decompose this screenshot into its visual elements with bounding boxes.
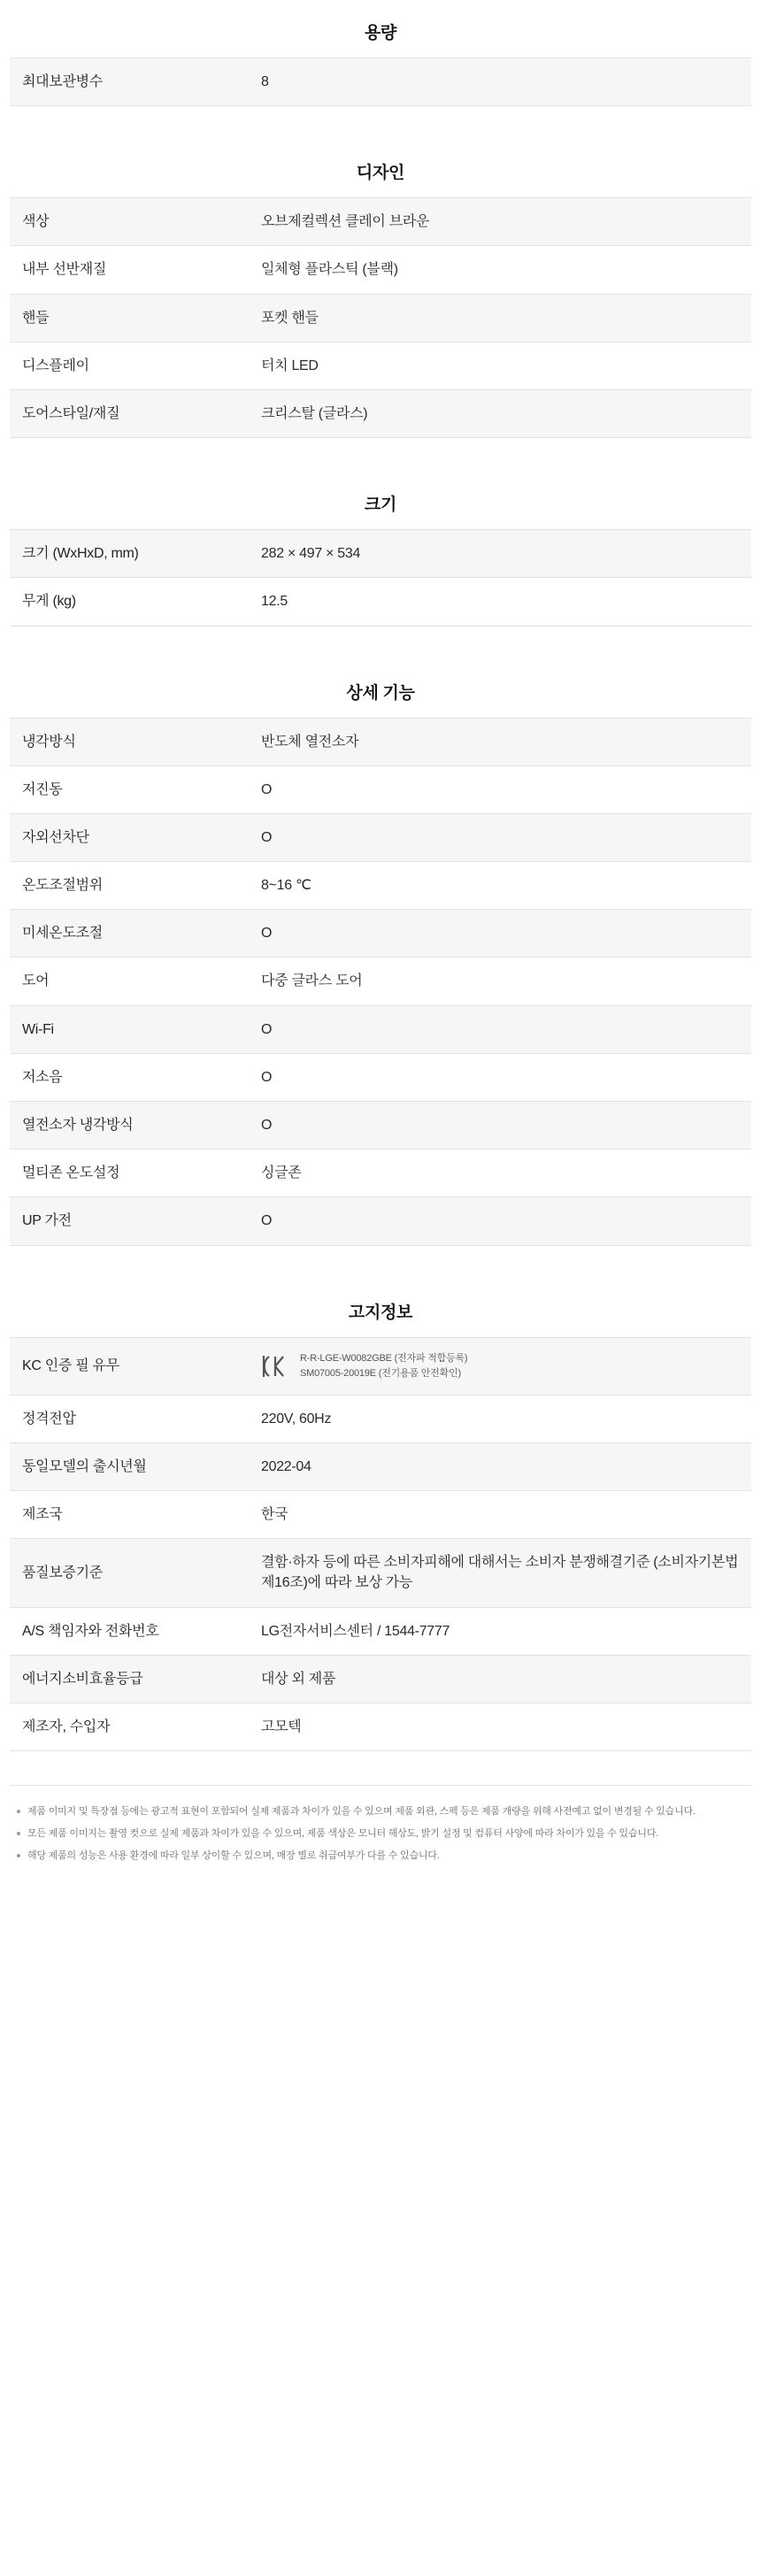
table-row	[10, 198, 751, 246]
spec-value	[249, 1197, 751, 1245]
spec-key	[10, 246, 249, 294]
spec-key	[10, 1337, 249, 1395]
spec-key-text: Wi-Fi	[22, 1021, 54, 1037]
spec-value	[249, 1150, 751, 1197]
footnotes-list	[15, 1803, 746, 1864]
spec-key	[10, 58, 249, 106]
section-title: 상세 기능	[346, 683, 415, 703]
spec-key-text: 열전소자 냉각방식	[22, 1118, 134, 1133]
table-row	[10, 1539, 751, 1607]
spec-value	[249, 813, 751, 861]
spec-key	[10, 813, 249, 861]
spec-value	[249, 957, 751, 1005]
spec-value	[249, 1053, 751, 1101]
spec-key	[10, 1395, 249, 1442]
spec-key-text: 정격전압	[22, 1411, 76, 1426]
spec-key-text: 미세온도조절	[22, 926, 103, 942]
footnote-item: 해당 제품의 성능은 사용 환경에 따라 일부 상이할 수 있으며, 매장 별로 취급여부가 다를 수 있습니다.	[15, 1848, 746, 1864]
spec-key-text: KC 인증 필 유무	[22, 1358, 119, 1374]
spec-value-text: 282 × 497 × 534	[261, 546, 361, 562]
spec-table	[10, 197, 751, 438]
footnote-item: 제품 이미지 및 특장점 등에는 광고적 표현이 포함되어 실제 제품과 차이가 있을 수 있으며 제품 외관, 스펙 등은 제품 개량을 위해 사전예고 없이 변경될 수 있습니다.	[15, 1803, 746, 1819]
spec-value	[249, 530, 751, 578]
kc-certification-mark-icon	[261, 1353, 291, 1380]
spec-value	[249, 294, 751, 342]
spec-key-text: 멀티존 온도설정	[22, 1165, 120, 1181]
spec-key	[10, 1197, 249, 1245]
spec-key	[10, 389, 249, 437]
spec-value-text: O	[261, 926, 273, 942]
spec-value-text: 고모텍	[261, 1719, 302, 1734]
spec-value	[249, 578, 751, 626]
spec-key-text: 저진동	[22, 781, 63, 797]
spec-key	[10, 198, 249, 246]
section-title: 고지정보	[348, 1303, 413, 1322]
spec-table	[10, 718, 751, 1246]
spec-value	[249, 1102, 751, 1150]
spec-key-text: 최대보관병수	[22, 74, 103, 89]
spec-key	[10, 1607, 249, 1655]
spec-value	[249, 1607, 751, 1655]
spec-value-text: 싱글존	[261, 1165, 302, 1181]
spec-key-text: 제조자, 수입자	[22, 1719, 111, 1734]
spec-key-text: 크기 (WxHxD, mm)	[22, 546, 139, 562]
spec-value-text: 한국	[261, 1507, 288, 1523]
spec-key	[10, 1102, 249, 1150]
spec-key	[10, 294, 249, 342]
table-row	[10, 1655, 751, 1703]
table-row	[10, 1442, 751, 1490]
spec-value	[249, 1442, 751, 1490]
table-row	[10, 1703, 751, 1750]
spec-key-text: 제조국	[22, 1507, 63, 1523]
spec-value-text: O	[261, 829, 273, 845]
table-row	[10, 578, 751, 626]
table-row	[10, 813, 751, 861]
spec-key-text: 핸들	[22, 310, 50, 326]
spec-value-text: LG전자서비스센터 / 1544-7777	[261, 1623, 450, 1639]
spec-section	[0, 472, 761, 626]
table-row	[10, 862, 751, 910]
spec-value	[249, 1395, 751, 1442]
spec-key	[10, 718, 249, 765]
spec-key	[10, 1539, 249, 1607]
table-row	[10, 957, 751, 1005]
spec-value	[249, 1491, 751, 1539]
kc-certification-cell	[261, 1351, 739, 1381]
spec-key	[10, 910, 249, 957]
table-row	[10, 530, 751, 578]
spec-key-text: 내부 선반재질	[22, 262, 107, 278]
spec-value	[249, 1005, 751, 1053]
spec-section	[0, 1280, 761, 1752]
spec-value-text: 크리스탈 (글라스)	[261, 405, 368, 421]
table-row	[10, 1337, 751, 1395]
spec-key-text: 도어스타일/재질	[22, 405, 120, 421]
table-row	[10, 718, 751, 765]
spec-key	[10, 1655, 249, 1703]
spec-value-text: O	[261, 1118, 273, 1133]
table-row	[10, 342, 751, 389]
spec-value-text: 결함·하자 등에 따른 소비자피해에 대해서는 소비자 분쟁해결기준 (소비자기본법 제16조)에 따라 보상 가능	[261, 1555, 739, 1591]
spec-value	[249, 1337, 751, 1395]
spec-section	[0, 0, 761, 106]
spec-value-text: O	[261, 1069, 273, 1085]
table-row	[10, 1197, 751, 1245]
spec-key	[10, 1150, 249, 1197]
spec-key	[10, 342, 249, 389]
spec-key	[10, 1703, 249, 1750]
spec-key	[10, 1005, 249, 1053]
kc-certification-text	[300, 1351, 467, 1381]
spec-key-text: 에너지소비효율등급	[22, 1671, 143, 1687]
spec-value	[249, 718, 751, 765]
spec-value-text: 2022-04	[261, 1458, 311, 1474]
spec-value-text: 12.5	[261, 594, 288, 610]
spec-value-text: 반도체 열전소자	[261, 734, 359, 750]
spec-value	[249, 198, 751, 246]
spec-value	[249, 389, 751, 437]
kc-line-1: R-R-LGE-W0082GBE (전자파 적합등록)	[300, 1352, 468, 1364]
spec-key	[10, 530, 249, 578]
spec-table	[10, 1337, 751, 1752]
spec-key	[10, 1442, 249, 1490]
spec-key-text: 디스플레이	[22, 358, 89, 373]
section-title: 디자인	[356, 164, 405, 183]
spec-value-text: O	[261, 1213, 273, 1229]
section-title: 크기	[364, 496, 397, 515]
spec-key	[10, 765, 249, 813]
table-row	[10, 1102, 751, 1150]
table-row	[10, 1395, 751, 1442]
spec-key	[10, 1053, 249, 1101]
table-row	[10, 1150, 751, 1197]
spec-key-text: 색상	[22, 214, 50, 230]
spec-key	[10, 578, 249, 626]
footnote-item: 모든 제품 이미지는 촬영 컷으로 실제 제품과 차이가 있을 수 있으며, 제품 색상은 모니터 해상도, 밝기 설정 및 컴퓨터 사양에 따라 차이가 있을 수 있습니다.	[15, 1826, 746, 1842]
table-row	[10, 294, 751, 342]
spec-key	[10, 1491, 249, 1539]
table-row	[10, 1607, 751, 1655]
spec-value	[249, 765, 751, 813]
spec-value	[249, 246, 751, 294]
spec-section	[0, 140, 761, 438]
spec-value	[249, 910, 751, 957]
spec-value	[249, 862, 751, 910]
spec-key-text: 동일모델의 출시년월	[22, 1458, 147, 1474]
spec-value	[249, 58, 751, 106]
spec-key-text: 온도조절범위	[22, 878, 103, 894]
spec-value-text: 터치 LED	[261, 358, 319, 373]
spec-section	[0, 660, 761, 1246]
spec-value-text: 오브제컬렉션 클레이 브라운	[261, 214, 430, 230]
spec-key	[10, 957, 249, 1005]
spec-value	[249, 1655, 751, 1703]
spec-value-text: 일체형 플라스틱 (블랙)	[261, 262, 398, 278]
table-row	[10, 910, 751, 957]
table-row	[10, 389, 751, 437]
spec-key-text: A/S 책임자와 전화번호	[22, 1623, 159, 1639]
spec-value-text: 220V, 60Hz	[261, 1411, 332, 1426]
table-row	[10, 246, 751, 294]
spec-value-text: 다중 글라스 도어	[261, 973, 363, 989]
table-row	[10, 1053, 751, 1101]
spec-value-text: O	[261, 1021, 273, 1037]
spec-value-text: O	[261, 781, 273, 797]
spec-value-text: 8~16 ℃	[261, 878, 311, 894]
spec-key-text: 무게 (kg)	[22, 594, 76, 610]
table-row	[10, 765, 751, 813]
spec-value	[249, 1539, 751, 1607]
footnotes-block	[10, 1785, 751, 1896]
spec-value	[249, 342, 751, 389]
table-row	[10, 58, 751, 106]
spec-value-text: 대상 외 제품	[261, 1671, 336, 1687]
table-row	[10, 1491, 751, 1539]
spec-value-text: 8	[261, 74, 269, 89]
spec-key	[10, 862, 249, 910]
spec-table	[10, 529, 751, 626]
spec-value	[249, 1703, 751, 1750]
spec-key-text: 저소음	[22, 1069, 63, 1085]
spec-key-text: UP 가전	[22, 1213, 72, 1229]
table-row	[10, 1005, 751, 1053]
spec-value-text: 포켓 핸들	[261, 310, 319, 326]
spec-key-text: 냉각방식	[22, 734, 76, 750]
kc-line-2: SM07005-20019E (전기용품 안전확인)	[300, 1367, 461, 1379]
spec-key-text: 도어	[22, 973, 50, 989]
spec-key-text: 자외선차단	[22, 829, 89, 845]
spec-key-text: 품질보증기준	[22, 1565, 103, 1580]
section-title: 용량	[364, 24, 397, 42]
spec-table	[10, 58, 751, 106]
